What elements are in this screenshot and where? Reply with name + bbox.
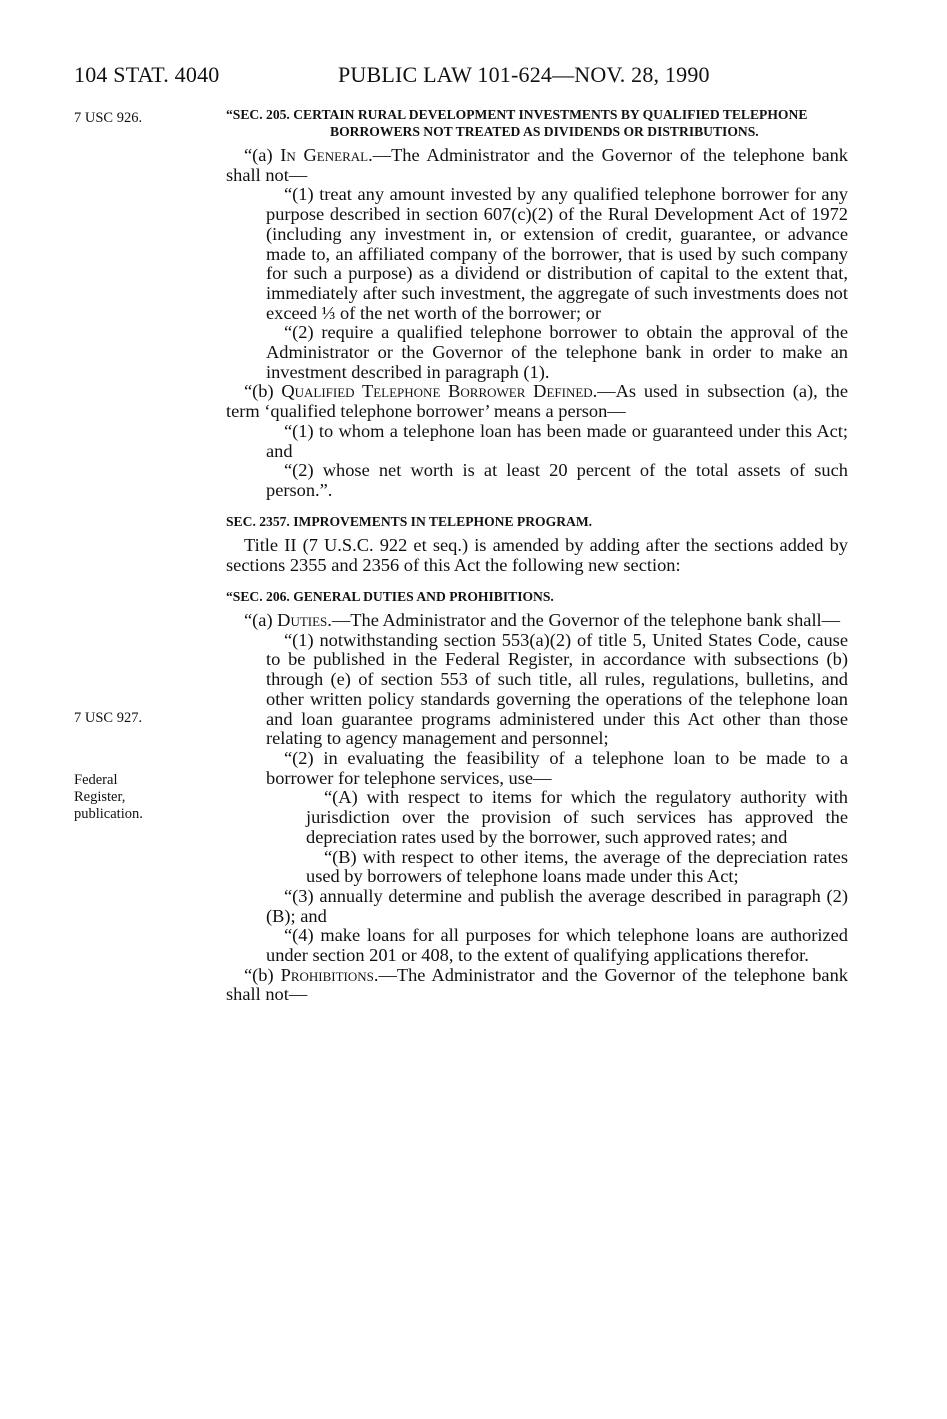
subsection-label: “(a) bbox=[244, 610, 278, 631]
subsection-text: —The Administrator and the Governor of the telephone bank shall not— bbox=[226, 964, 848, 1005]
sec-206-a-paragraph-3: “(3) annually determine and publish the average described in paragraph (2)(B); and bbox=[266, 885, 848, 926]
sec-206-a-paragraph-4: “(4) make loans for all purposes for which telephone loans are authorized under section 201 or 408, to the extent of qualifying applications therefor. bbox=[266, 925, 848, 966]
subsection-caption: In General. bbox=[280, 145, 373, 165]
subsection-caption: Qualified Telephone Borrower Defined. bbox=[281, 381, 598, 402]
sec-206-a-2-subparagraph-a: “(A) with respect to items for which the regulatory authority with jurisdiction over the provision of such services has approved the depreciation rates used by the borrower, such approved rates; and bbox=[306, 787, 848, 847]
sec-206-a-paragraph-2: “(2) in evaluating the feasibility of a telephone loan to be made to a borrower for telephone services, use— bbox=[266, 747, 848, 788]
margin-note-line: publication. bbox=[74, 806, 143, 822]
sec-205-heading: “SEC. 205. CERTAIN RURAL DEVELOPMENT INVESTMENTS BY QUALIFIED TELEPHONE BORROWERS NOT TREATED AS DIVIDENDS OR DISTRIBUTIONS. bbox=[226, 107, 808, 139]
public-law-header: PUBLIC LAW 101-624—NOV. 28, 1990 bbox=[338, 62, 710, 87]
subsection-text: —As used in subsection (a), the term ‘qualified telephone borrower’ means a person— bbox=[226, 381, 848, 422]
subsection-text: —The Administrator and the Governor of the telephone bank shall not— bbox=[226, 145, 849, 185]
margin-note-line: Register, bbox=[74, 789, 126, 805]
subsection-text: —The Administrator and the Governor of the telephone bank shall— bbox=[331, 610, 841, 631]
sec-206-subsection-a bbox=[226, 611, 848, 631]
sec-206-heading: “SEC. 206. GENERAL DUTIES AND PROHIBITIONS. bbox=[226, 588, 554, 604]
stat-page-number: 104 STAT. 4040 bbox=[74, 62, 220, 87]
sec-205-a-paragraph-1: “(1) treat any amount invested by any qualified telephone borrower for any purpose described in section 607(c)(2) of the Rural Development Act of 1972 (including any investment in, or extension of credit, guarantee, or advance made to, an affiliated company of the borrower, that is used by such company for such a purpose) as a dividend or distribution of capital to the extent that, immediately after such investment, the aggregate of such investments does not exceed ⅓ of the net worth of the borrower; or bbox=[266, 184, 848, 323]
margin-note-usc-927: 7 USC 927. bbox=[74, 710, 143, 726]
sec-206-subsection-b bbox=[226, 966, 848, 1005]
sec-205-b-paragraph-2: “(2) whose net worth is at least 20 percent of the total assets of such person.”. bbox=[266, 460, 848, 500]
subsection-label: “(b) bbox=[244, 964, 281, 985]
sec-2357-text: Title II (7 U.S.C. 922 et seq.) is amended by adding after the sections added by sections 2355 and 2356 of this Act the following new section: bbox=[226, 535, 848, 575]
margin-note-federal-register bbox=[74, 772, 143, 823]
sec-206-a-2-subparagraph-b: “(B) with respect to other items, the average of the depreciation rates used by borrowers of telephone loans made under this Act; bbox=[306, 846, 848, 887]
subsection-caption: Duties. bbox=[277, 610, 332, 631]
margin-note-line: Federal bbox=[74, 772, 118, 788]
subsection-label: “(a) bbox=[244, 145, 281, 165]
main-text-column bbox=[226, 107, 848, 1005]
sec-205-a-paragraph-2: “(2) require a qualified telephone borrower to obtain the approval of the Administrator or the Governor of the telephone bank in order to make an investment described in paragraph (1). bbox=[266, 322, 848, 382]
subsection-caption: Prohibitions. bbox=[280, 964, 379, 985]
subsection-label: “(b) bbox=[244, 381, 282, 402]
sec-2357-heading: SEC. 2357. IMPROVEMENTS IN TELEPHONE PROGRAM. bbox=[226, 513, 593, 529]
sec-205-subsection-a bbox=[226, 146, 848, 185]
sec-206-a-paragraph-1: “(1) notwithstanding section 553(a)(2) of title 5, United States Code, cause to be published in the Federal Register, in accordance with subsections (b) through (e) of section 553 of such title, all rules, regulations, bulletins, and other written policy standards governing the operations of the telephone loan and loan guarantee programs administered under this Act other than those relating to agency management and personnel; bbox=[266, 629, 848, 749]
sec-205-subsection-b bbox=[226, 382, 848, 421]
margin-note-usc-926: 7 USC 926. bbox=[74, 110, 143, 126]
sec-205-b-paragraph-1: “(1) to whom a telephone loan has been made or guaranteed under this Act; and bbox=[266, 420, 848, 461]
